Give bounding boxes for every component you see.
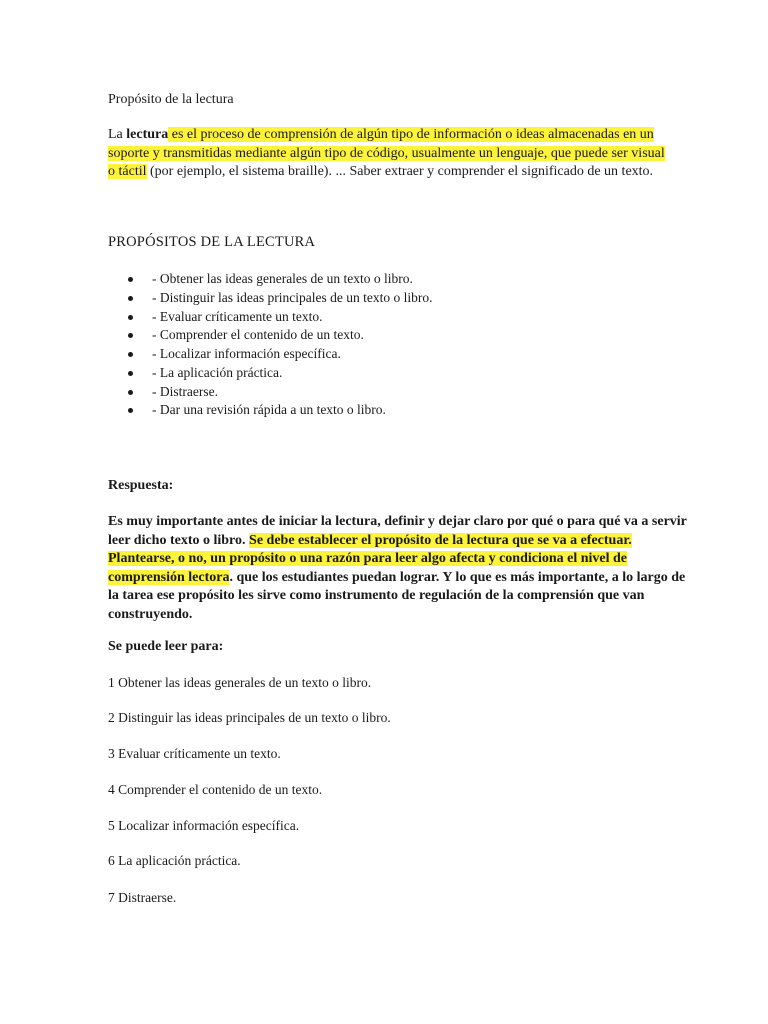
numbered-item: 6 La aplicación práctica. xyxy=(108,853,241,868)
bullet-dot-icon xyxy=(128,296,133,301)
intro-bold-word: lectura xyxy=(126,127,169,142)
bullet-dot-icon xyxy=(128,315,133,320)
bullet-dot-icon xyxy=(128,371,133,376)
bullet-item xyxy=(128,308,432,327)
numbered-item: 5 Localizar información específica. xyxy=(108,818,300,833)
bullet-text: - Dar una revisión rápida a un texto o libro. xyxy=(152,402,386,418)
bullet-item xyxy=(128,270,432,289)
respuesta-label: Respuesta: xyxy=(108,478,174,493)
bullet-item xyxy=(128,364,432,383)
bullet-text: - La aplicación práctica. xyxy=(152,364,283,380)
document-title: Propósito de la lectura xyxy=(108,92,234,107)
purposes-bullet-list xyxy=(128,270,432,420)
bullet-text: - Comprender el contenido de un texto. xyxy=(152,327,364,343)
bullet-text: - Distinguir las ideas principales de un texto o libro. xyxy=(152,289,433,305)
bullet-dot-icon xyxy=(128,333,133,338)
bullet-text: - Obtener las ideas generales de un texto o libro. xyxy=(152,271,413,286)
bullet-item xyxy=(128,326,432,345)
answer-paragraph xyxy=(108,513,693,624)
bullet-dot-icon xyxy=(128,408,133,413)
read-for-label: Se puede leer para: xyxy=(108,639,224,654)
bullet-item xyxy=(128,289,432,308)
bullet-dot-icon xyxy=(128,390,133,395)
bullet-dot-icon xyxy=(128,277,133,282)
numbered-item: 4 Comprender el contenido de un texto. xyxy=(108,782,323,797)
numbered-item: 2 Distinguir las ideas principales de un texto o libro. xyxy=(108,710,391,725)
bullet-text: - Localizar información específica. xyxy=(152,346,341,361)
numbered-item: 7 Distraerse. xyxy=(108,890,177,905)
bullet-item xyxy=(128,401,432,420)
answer-part1: Es muy importante antes de iniciar la lectura, definir y dejar claro por qué o para qué va a servir leer dicho texto o libro. xyxy=(108,514,687,548)
intro-paragraph xyxy=(108,126,668,182)
answer-highlighted-text: Se debe establecer el propósito de la lectura que se va a efectuar. Plantearse, o no, un propósito o una razón para leer algo afecta y condiciona el nivel de comprensión lectora xyxy=(108,532,632,585)
bullet-item xyxy=(128,383,432,402)
section-heading: PROPÓSITOS DE LA LECTURA xyxy=(108,234,316,250)
bullet-text: - Evaluar críticamente un texto. xyxy=(152,308,323,324)
intro-highlighted-text: es el proceso de comprensión de algún tipo de información o ideas almacenadas en un soporte y transmitidas mediante algún tipo de código, usualmente un lenguaje, que puede ser visual o táctil xyxy=(108,127,665,179)
bullet-text: - Distraerse. xyxy=(152,383,218,399)
bullet-item xyxy=(128,345,432,364)
bullet-dot-icon xyxy=(128,352,133,357)
intro-rest-text: (por ejemplo, el sistema braille). ... Saber extraer y comprender el significado de un texto. xyxy=(146,164,654,179)
numbered-item: 3 Evaluar críticamente un texto. xyxy=(108,746,281,761)
answer-part2: . que los estudiantes puedan lograr. Y lo que es más importante, a lo largo de la tarea ese propósito les sirve como instrumento de regulación de la comprensión que van construyendo. xyxy=(108,569,686,622)
intro-prefix: La xyxy=(108,127,127,142)
numbered-item: 1 Obtener las ideas generales de un texto o libro. xyxy=(108,675,372,690)
